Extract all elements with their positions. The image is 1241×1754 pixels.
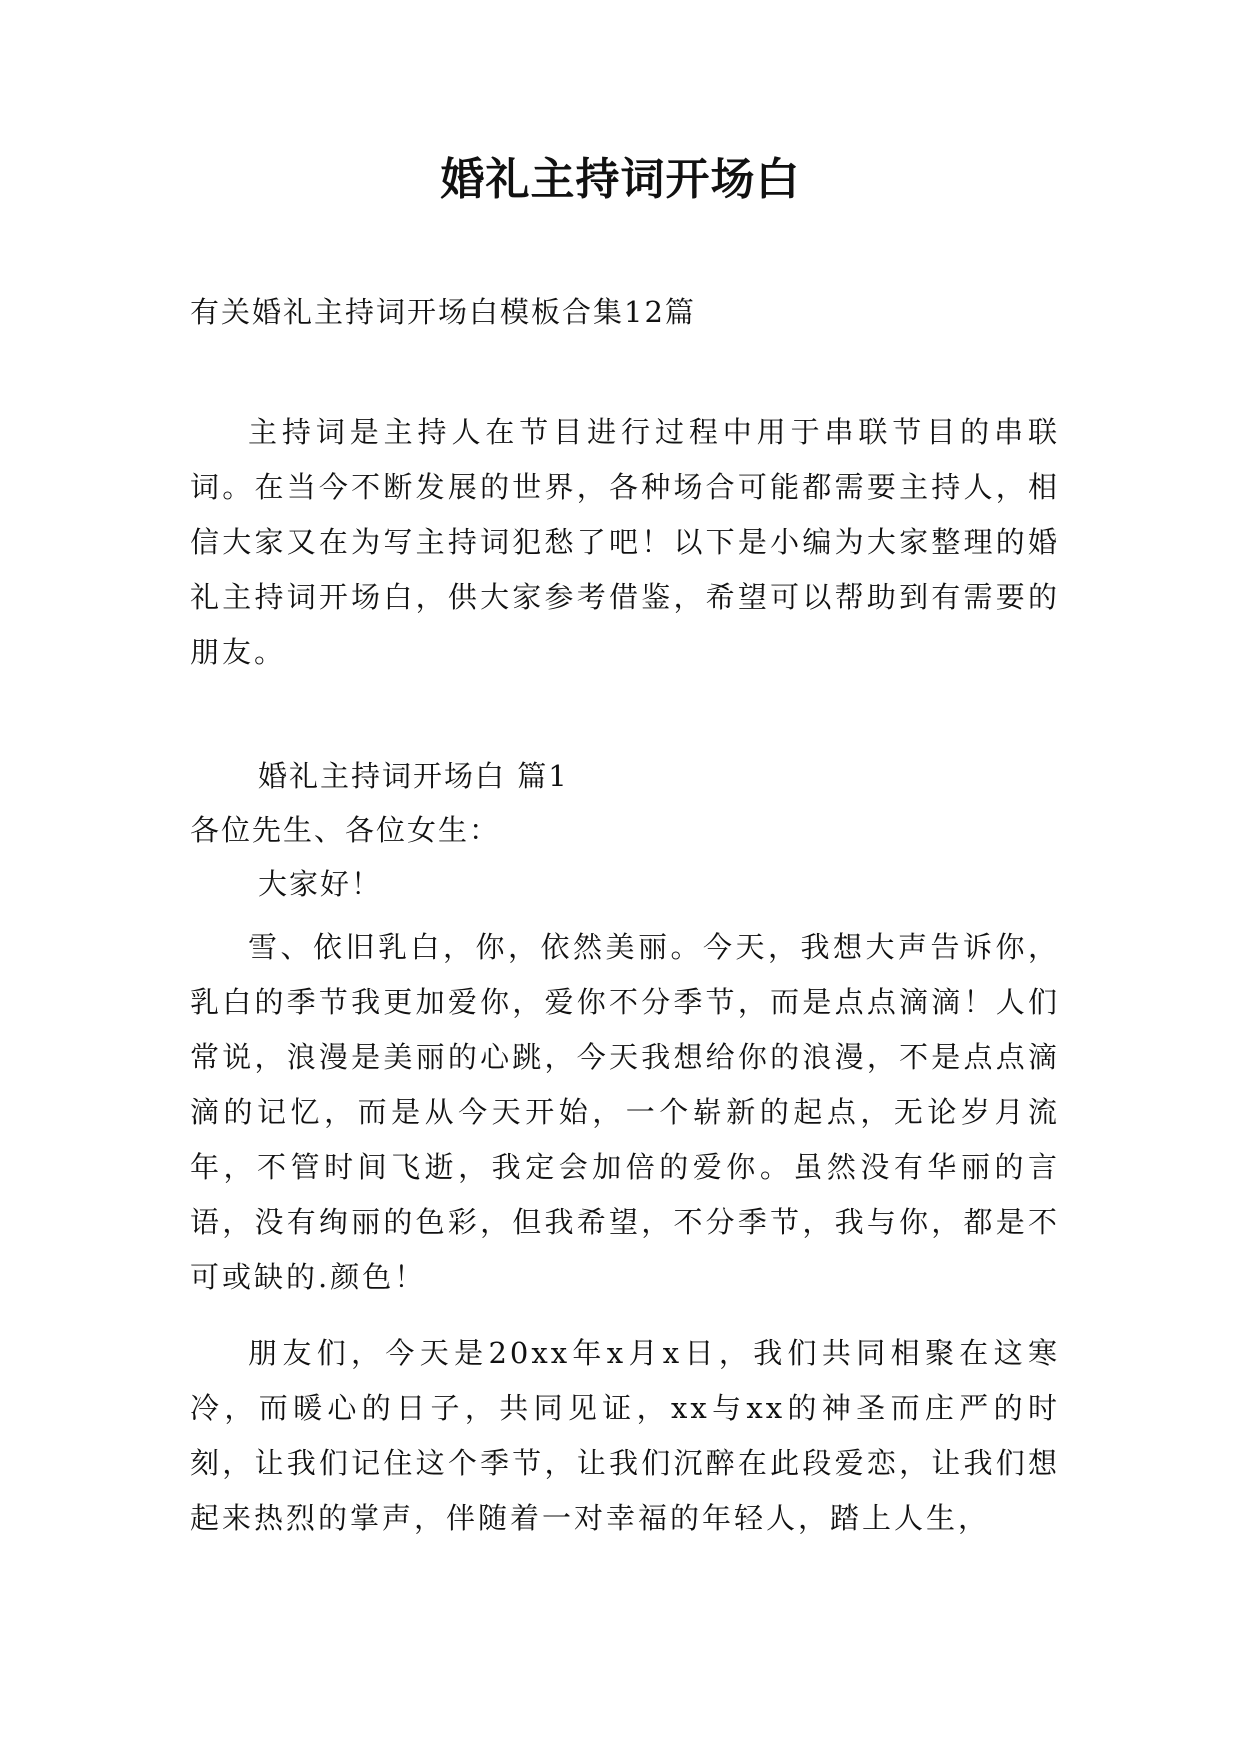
hello-line: 大家好！: [258, 867, 383, 901]
document-title: 婚礼主持词开场白: [440, 154, 801, 205]
document-subtitle: 有关婚礼主持词开场白模板合集12篇: [190, 295, 696, 329]
intro-paragraph: 主持词是主持人在节目进行过程中用于串联节目的串联词。在当今不断发展的世界，各种场合可能都需要主持人，相信大家又在为写主持词犯愁了吧！以下是小编为大家整理的婚礼主持词开场白，供大家参考借鉴，希望可以帮助到有需要的朋友。: [190, 415, 1060, 669]
body-paragraph-1: 雪、依旧乳白，你，依然美丽。今天，我想大声告诉你，乳白的季节我更加爱你，爱你不分季节，而是点点滴滴！人们常说，浪漫是美丽的心跳，今天我想给你的浪漫，不是点点滴滴的记忆，而是从今天开始，一个崭新的起点，无论岁月流年，不管时间飞逝，我定会加倍的爱你。虽然没有华丽的言语，没有绚丽的色彩，但我希望，不分季节，我与你，都是不可或缺的.颜色！: [190, 930, 1060, 1294]
body-paragraph-2: 朋友们，今天是20xx年x月x日，我们共同相聚在这寒冷，而暖心的日子，共同见证，xx与xx的神圣而庄严的时刻，让我们记住这个季节，让我们沉醉在此段爱恋，让我们想起来热烈的掌声，伴随着一对幸福的年轻人，踏上人生，: [190, 1336, 1060, 1535]
section-heading: 婚礼主持词开场白 篇1: [258, 759, 569, 793]
greeting-line: 各位先生、各位女生：: [190, 813, 501, 847]
